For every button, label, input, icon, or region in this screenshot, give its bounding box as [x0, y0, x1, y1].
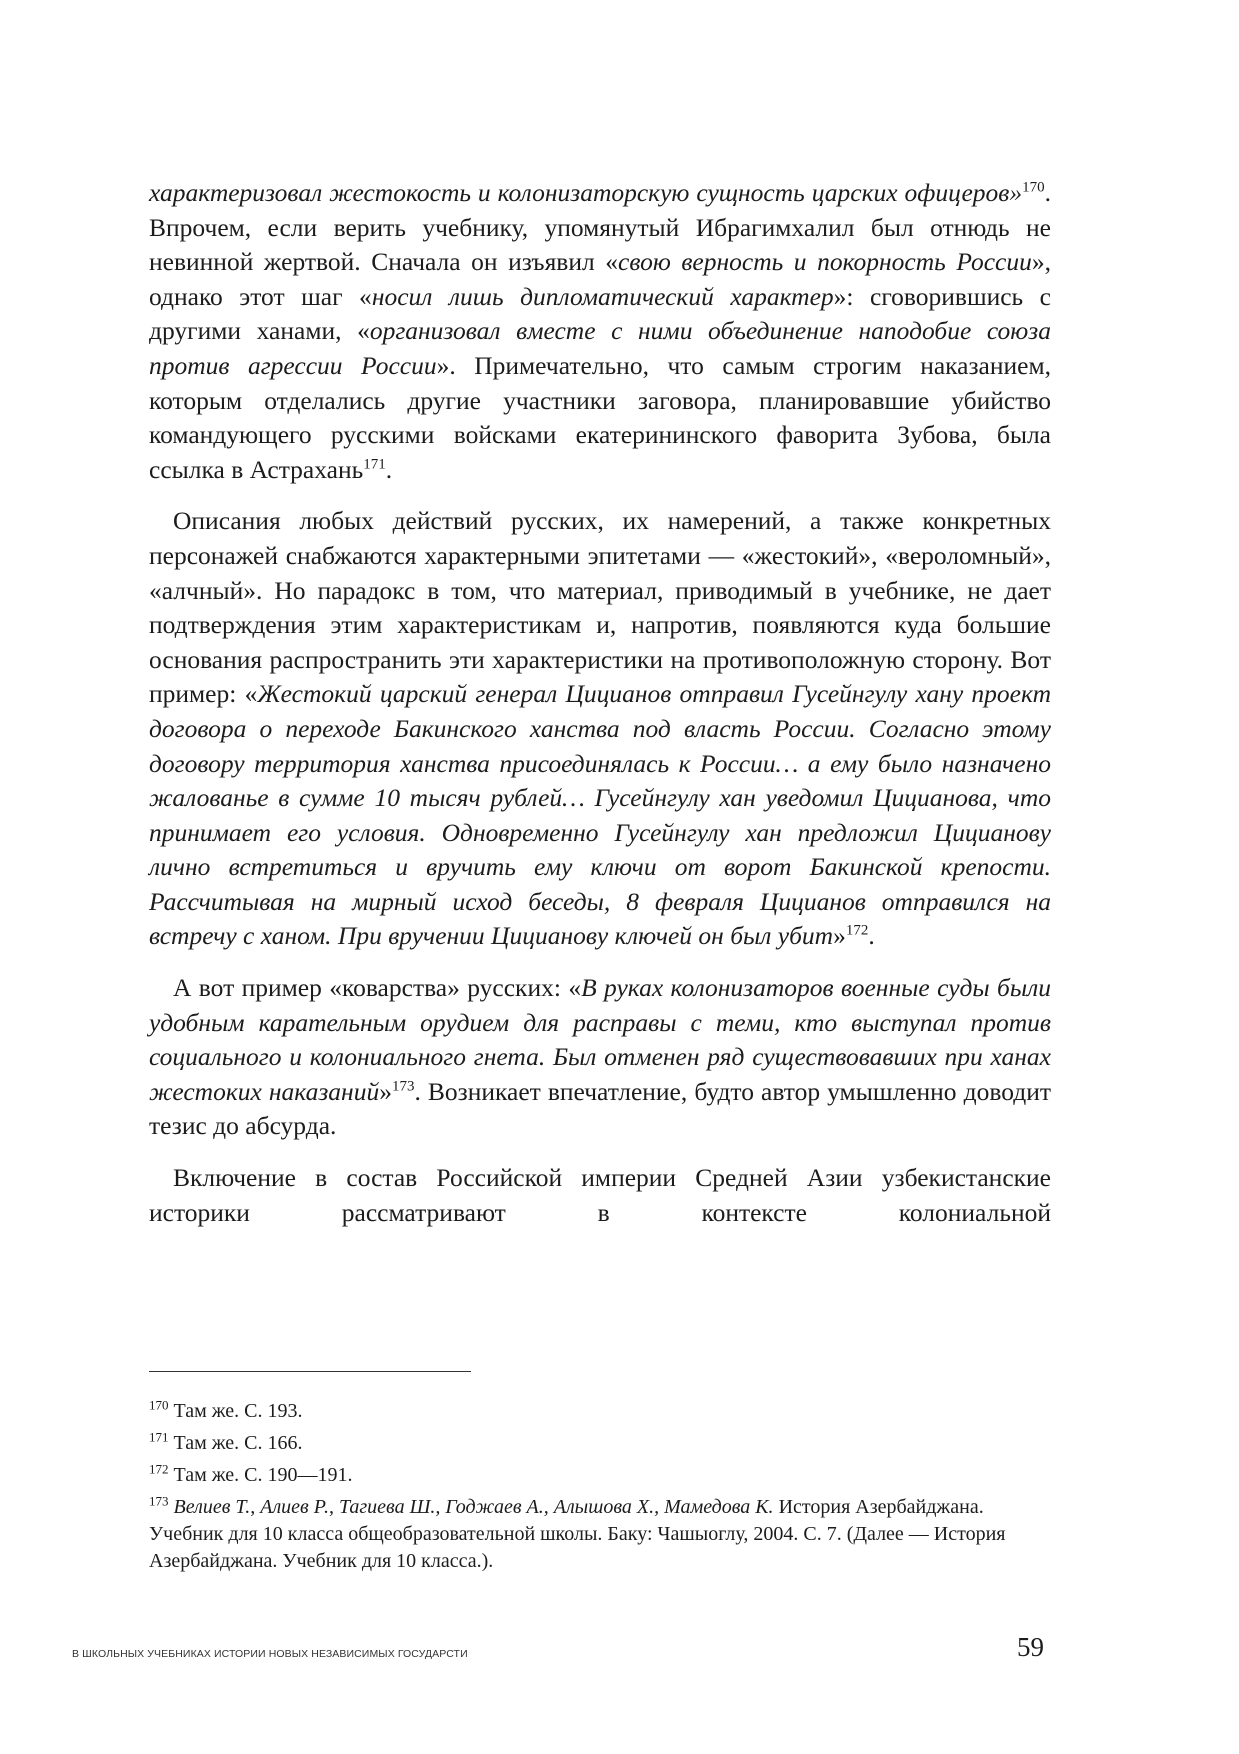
- text: », однако этот шаг «: [149, 247, 1051, 311]
- page-number: 59: [1017, 1632, 1044, 1662]
- footnote-173: [149, 1494, 1051, 1575]
- footnote-text: Там же. С. 190—191.: [168, 1464, 353, 1486]
- quote: носил лишь дипломатический характер: [371, 281, 834, 311]
- quote: свою верность и покорность России: [618, 247, 1032, 277]
- text: Описания любых действий русских, их намерений, а также конкретных персонажей снабжаются характерными эпитетами — «жестокий», «вероломный», «алчный». Но парадокс в том, что материал, приводимый в учебнике, не дает подтверждения этим характеристикам и, напротив, появляются куда большие основания распространить эти характеристики на противоположную сторону. Вот пример: «: [149, 506, 1051, 709]
- footnote-ref-172[interactable]: 172: [845, 922, 869, 939]
- text: . Впрочем, если верить учебнику, упомянутый Ибрагимхалил был отнюдь не невинной жертвой. Сначала он изъявил «: [149, 178, 1051, 277]
- text: Включение в состав Российской империи Средней Азии узбекистанские историки рассматривают в контексте колониальной: [149, 1163, 1051, 1227]
- text: »: [379, 1076, 392, 1106]
- quote: В руках колонизаторов военные суды были удобным карательным орудием для расправы с теми, кто выступал против социального и колониального гнета. Был отменен ряд существовавших при ханах жестоких наказаний: [149, 973, 1052, 1106]
- main-text: [149, 176, 1051, 1230]
- footnote-number: 172: [149, 1461, 169, 1477]
- footnote-number: 171: [149, 1429, 169, 1445]
- footnote-number: 170: [149, 1397, 169, 1413]
- footnote-171: [149, 1430, 1051, 1457]
- footnote-number: 173: [149, 1493, 169, 1509]
- paragraph-4: [149, 1161, 1051, 1230]
- footnote-172: [149, 1462, 1051, 1489]
- paragraph-1: [149, 176, 1051, 487]
- footnote-text: Там же. С. 193.: [168, 1400, 303, 1422]
- footnote-170: [149, 1398, 1051, 1425]
- footnote-ref-170[interactable]: 170: [1022, 179, 1045, 196]
- footnote-authors: Велиев Т., Алиев Р., Тагиева Ш., Годжаев А., Алышова Х., Мамедова К.: [168, 1496, 774, 1518]
- text: ». Примечательно, что самым строгим наказанием, которым отделались другие участники заговора, планировавшие убийство командующего русскими войсками екатерининского фаворита Зубова, была ссылка в Астрахань: [149, 350, 1051, 484]
- paragraph-3: [149, 971, 1051, 1144]
- text: .: [868, 921, 875, 951]
- footnote-ref-171[interactable]: 171: [363, 456, 386, 473]
- text: . Возникает впечатление, будто автор умышленно доводит тезис до абсурда.: [149, 1076, 1051, 1141]
- quote: характеризовал жестокость и колонизаторскую сущность царских офицеров»: [149, 178, 1023, 207]
- footnote-divider: [149, 1371, 471, 1372]
- text: .: [385, 454, 393, 484]
- footnote-text: История Азербайджана. Учебник для 10 класса общеобразовательной школы. Баку: Чашыоглу, 2004. С. 7. (Далее — История Азербайджана. Учебник для 10 класса.).: [149, 1496, 1006, 1572]
- quote: организовал вместе с ними объединение наподобие союза против агрессии России: [149, 316, 1051, 380]
- paragraph-2: [149, 504, 1051, 954]
- text: А вот пример «коварства» русских: «: [173, 973, 582, 1003]
- footnote-text: Там же. С. 166.: [168, 1432, 303, 1454]
- running-head: В ШКОЛЬНЫХ УЧЕБНИКАХ ИСТОРИИ НОВЫХ НЕЗАВИСИМЫХ ГОСУДАРСТИ: [72, 1648, 468, 1660]
- footnote-ref-173[interactable]: 173: [391, 1078, 415, 1095]
- quote: Жестокий царский генерал Цицианов отправил Гусейнгулу хану проект договора о переходе Бакинского ханства под власть России. Согласно этому договору территория ханства присоединялась к России… а ему было назначено жалованье в сумме 10 тысяч рублей… Гусейнгулу хан уведомил Цицианова, что принимает его условия. Одновременно Гусейнгулу хан предложил Цицианову лично встретиться и вручить ему ключи от ворот Бакинской крепости. Рассчитывая на мирный исход беседы, 8 февраля Цицианов отправился на встречу с ханом. При вручении Цицианову ключей он был убит: [149, 679, 1051, 951]
- text: »: [833, 921, 846, 951]
- text: »: сговорившись с другими ханами, «: [149, 281, 1052, 346]
- footnotes: [149, 1398, 1051, 1580]
